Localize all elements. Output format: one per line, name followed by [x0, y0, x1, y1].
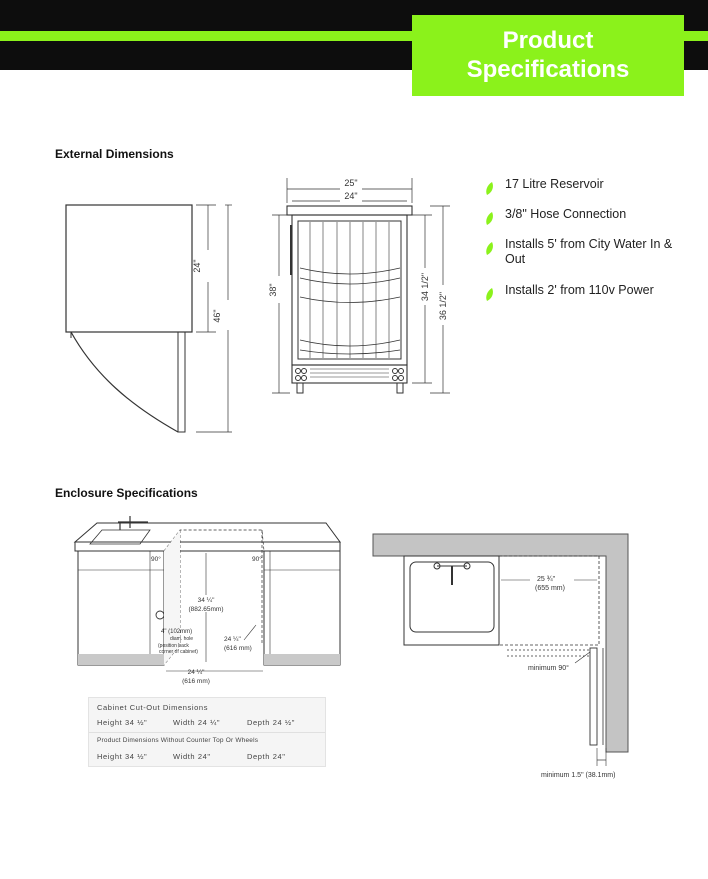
- hole-line1: 4" (102mm): [161, 629, 193, 635]
- side-total-height-label: 46": [212, 309, 222, 323]
- opening-height-mm: (882.65mm): [188, 606, 224, 613]
- plan-view-drawing: [373, 534, 628, 766]
- feature-item: [485, 207, 695, 222]
- side-view-drawing: [66, 205, 232, 432]
- product-height: Height 34 ½": [97, 752, 148, 761]
- feature-item: [485, 177, 695, 192]
- opening-depth-mm: (616 mm): [224, 645, 252, 652]
- angle-left-label: 90°: [151, 556, 161, 563]
- green-leaf-icon: [485, 212, 494, 225]
- cutout-title: Cabinet Cut-Out Dimensions: [97, 703, 209, 712]
- plan-gap-label: minimum 1.5" (38.1mm): [541, 772, 616, 779]
- feature-text: Installs 5' from City Water In & Out: [505, 237, 673, 266]
- feature-item: [485, 283, 695, 298]
- width-top-label: 25": [344, 178, 358, 188]
- feature-text: Installs 2' from 110v Power: [505, 283, 654, 297]
- width-inner-label: 24": [344, 191, 358, 201]
- green-leaf-icon: [485, 182, 494, 195]
- product-depth: Depth 24": [247, 752, 286, 761]
- cutout-depth: Depth 24 ½": [247, 718, 296, 727]
- green-leaf-icon: [485, 242, 494, 255]
- opening-width-label: 24 ¼": [187, 669, 205, 676]
- height-inner-label: 34 1/2": [420, 272, 430, 302]
- feature-text: 17 Litre Reservoir: [505, 177, 604, 191]
- green-leaf-icon: [485, 288, 494, 301]
- page-title-line1: Product: [502, 27, 594, 54]
- enclosure-specifications-heading: Enclosure Specifications: [55, 486, 198, 500]
- hole-line4: corner of cabinet): [159, 649, 198, 655]
- table-divider: [89, 732, 325, 733]
- opening-depth-label: 24 ¼": [224, 636, 241, 643]
- height-left-label: 38": [268, 283, 278, 297]
- cutout-width: Width 24 ¼": [173, 718, 221, 727]
- plan-door-swing-label: minimum 90°: [528, 665, 569, 672]
- product-title: Product Dimensions Without Counter Top Or Wheels: [97, 737, 259, 744]
- angle-right-label: 90°: [252, 556, 262, 563]
- opening-width-mm: (616 mm): [182, 678, 210, 685]
- plan-depth-label: 25 ¾": [537, 576, 556, 583]
- external-dimensions-heading: External Dimensions: [55, 147, 174, 161]
- feature-item: [485, 237, 695, 267]
- hole-line2: diam. hole: [170, 636, 194, 642]
- plan-depth-mm: (655 mm): [535, 585, 565, 592]
- feature-list: [485, 177, 695, 298]
- enclosure-perspective-drawing: [75, 516, 340, 671]
- page-title-line2: Specifications: [466, 56, 630, 83]
- opening-height-label: 34 ¼": [197, 597, 215, 604]
- dimensions-table: [88, 697, 326, 767]
- cutout-height: Height 34 ½": [97, 718, 148, 727]
- height-outer-label: 36 1/2": [438, 291, 448, 321]
- product-width: Width 24": [173, 752, 211, 761]
- side-depth-label: 24": [192, 259, 202, 273]
- feature-text: 3/8" Hose Connection: [505, 207, 627, 221]
- hole-line3: (position back: [158, 643, 189, 649]
